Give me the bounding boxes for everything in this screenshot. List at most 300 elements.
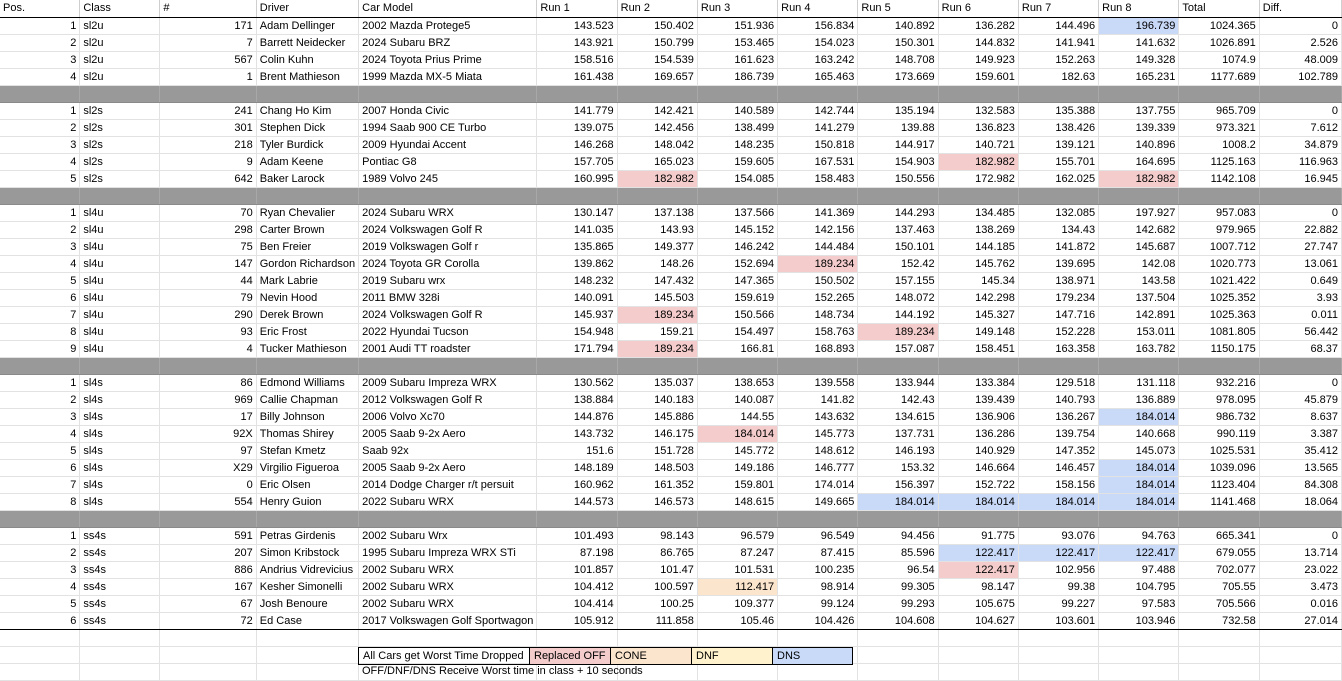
- run-7-cell[interactable]: 132.085: [1018, 204, 1098, 221]
- pos-cell[interactable]: 3: [0, 51, 80, 68]
- driver-cell[interactable]: Eric Olsen: [256, 476, 358, 493]
- run-6-cell[interactable]: 159.601: [938, 68, 1018, 85]
- empty-cell[interactable]: [1099, 663, 1179, 680]
- run-3-cell[interactable]: 140.589: [697, 102, 777, 119]
- column-header[interactable]: Run 7: [1018, 0, 1098, 17]
- run-5-cell[interactable]: 184.014: [858, 493, 938, 510]
- driver-cell[interactable]: Simon Kribstock: [256, 544, 358, 561]
- run-3-cell[interactable]: 154.085: [697, 170, 777, 187]
- pos-cell[interactable]: 2: [0, 119, 80, 136]
- separator-cell[interactable]: [617, 510, 697, 527]
- driver-cell[interactable]: Thomas Shirey: [256, 425, 358, 442]
- driver-cell[interactable]: Baker Larock: [256, 170, 358, 187]
- pos-cell[interactable]: 1: [0, 527, 80, 544]
- total-cell[interactable]: 1039.096: [1179, 459, 1259, 476]
- diff-cell[interactable]: 3.387: [1259, 425, 1341, 442]
- run-1-cell[interactable]: 160.995: [537, 170, 617, 187]
- run-7-cell[interactable]: 139.121: [1018, 136, 1098, 153]
- separator-cell[interactable]: [256, 357, 358, 374]
- legend-cone[interactable]: CONE: [611, 648, 692, 665]
- car-number-cell[interactable]: 92X: [160, 425, 256, 442]
- separator-cell[interactable]: [1099, 357, 1179, 374]
- run-3-cell[interactable]: 147.365: [697, 272, 777, 289]
- run-5-cell[interactable]: 153.32: [858, 459, 938, 476]
- diff-cell[interactable]: 27.014: [1259, 612, 1341, 629]
- run-8-cell[interactable]: 197.927: [1099, 204, 1179, 221]
- run-4-cell[interactable]: 141.279: [778, 119, 858, 136]
- separator-cell[interactable]: [1179, 510, 1259, 527]
- run-3-cell[interactable]: 152.694: [697, 255, 777, 272]
- diff-cell[interactable]: 0: [1259, 374, 1341, 391]
- separator-cell[interactable]: [938, 187, 1018, 204]
- run-5-cell[interactable]: 104.608: [858, 612, 938, 629]
- class-cell[interactable]: sl2u: [80, 34, 160, 51]
- column-header[interactable]: #: [160, 0, 256, 17]
- total-cell[interactable]: 1025.352: [1179, 289, 1259, 306]
- empty-cell[interactable]: [1259, 629, 1341, 646]
- run-8-cell[interactable]: 97.583: [1099, 595, 1179, 612]
- diff-cell[interactable]: 13.714: [1259, 544, 1341, 561]
- run-3-cell[interactable]: 154.497: [697, 323, 777, 340]
- car-model-cell[interactable]: 2009 Subaru Impreza WRX: [359, 374, 537, 391]
- run-1-cell[interactable]: 104.414: [537, 595, 617, 612]
- driver-cell[interactable]: Stephen Dick: [256, 119, 358, 136]
- run-7-cell[interactable]: 136.267: [1018, 408, 1098, 425]
- separator-cell[interactable]: [617, 187, 697, 204]
- separator-cell[interactable]: [0, 510, 80, 527]
- driver-cell[interactable]: Adam Keene: [256, 153, 358, 170]
- run-4-cell[interactable]: 104.426: [778, 612, 858, 629]
- car-model-cell[interactable]: 2005 Saab 9-2x Aero: [359, 459, 537, 476]
- run-3-cell[interactable]: 161.623: [697, 51, 777, 68]
- run-3-cell[interactable]: 137.566: [697, 204, 777, 221]
- run-8-cell[interactable]: 136.889: [1099, 391, 1179, 408]
- car-model-cell[interactable]: 2024 Volkswagen Golf R: [359, 306, 537, 323]
- empty-cell[interactable]: [1179, 646, 1259, 663]
- separator-cell[interactable]: [359, 357, 537, 374]
- run-5-cell[interactable]: 137.731: [858, 425, 938, 442]
- diff-cell[interactable]: 27.747: [1259, 238, 1341, 255]
- empty-cell[interactable]: [617, 629, 697, 646]
- run-8-cell[interactable]: 139.339: [1099, 119, 1179, 136]
- car-model-cell[interactable]: 2017 Volkswagen Golf Sportwagon: [359, 612, 537, 629]
- run-2-cell[interactable]: 143.93: [617, 221, 697, 238]
- class-cell[interactable]: sl4s: [80, 391, 160, 408]
- empty-cell[interactable]: [256, 629, 358, 646]
- car-model-cell[interactable]: 2001 Audi TT roadster: [359, 340, 537, 357]
- separator-cell[interactable]: [80, 187, 160, 204]
- run-2-cell[interactable]: 100.597: [617, 578, 697, 595]
- car-model-cell[interactable]: 2022 Subaru WRX: [359, 493, 537, 510]
- car-number-cell[interactable]: 591: [160, 527, 256, 544]
- empty-cell[interactable]: [160, 629, 256, 646]
- diff-cell[interactable]: 116.963: [1259, 153, 1341, 170]
- separator-cell[interactable]: [359, 510, 537, 527]
- total-cell[interactable]: 1008.2: [1179, 136, 1259, 153]
- separator-cell[interactable]: [1179, 187, 1259, 204]
- diff-cell[interactable]: 34.879: [1259, 136, 1341, 153]
- run-1-cell[interactable]: 148.189: [537, 459, 617, 476]
- run-5-cell[interactable]: 144.917: [858, 136, 938, 153]
- run-3-cell[interactable]: 159.619: [697, 289, 777, 306]
- class-cell[interactable]: ss4s: [80, 612, 160, 629]
- separator-cell[interactable]: [778, 187, 858, 204]
- separator-cell[interactable]: [537, 187, 617, 204]
- run-5-cell[interactable]: 137.463: [858, 221, 938, 238]
- run-7-cell[interactable]: 162.025: [1018, 170, 1098, 187]
- run-3-cell[interactable]: 151.936: [697, 17, 777, 34]
- run-2-cell[interactable]: 111.858: [617, 612, 697, 629]
- car-model-cell[interactable]: Saab 92x: [359, 442, 537, 459]
- run-4-cell[interactable]: 174.014: [778, 476, 858, 493]
- column-header[interactable]: Class: [80, 0, 160, 17]
- empty-cell[interactable]: [778, 663, 858, 680]
- car-model-cell[interactable]: 2002 Subaru WRX: [359, 561, 537, 578]
- run-6-cell[interactable]: 140.721: [938, 136, 1018, 153]
- run-3-cell[interactable]: 105.46: [697, 612, 777, 629]
- run-7-cell[interactable]: 138.971: [1018, 272, 1098, 289]
- separator-cell[interactable]: [359, 187, 537, 204]
- pos-cell[interactable]: 5: [0, 170, 80, 187]
- driver-cell[interactable]: Kesher Simonelli: [256, 578, 358, 595]
- empty-cell[interactable]: [1099, 629, 1179, 646]
- run-1-cell[interactable]: 143.523: [537, 17, 617, 34]
- run-8-cell[interactable]: 142.08: [1099, 255, 1179, 272]
- car-number-cell[interactable]: 554: [160, 493, 256, 510]
- run-6-cell[interactable]: 133.384: [938, 374, 1018, 391]
- run-3-cell[interactable]: 148.235: [697, 136, 777, 153]
- run-5-cell[interactable]: 148.072: [858, 289, 938, 306]
- pos-cell[interactable]: 1: [0, 17, 80, 34]
- total-cell[interactable]: 1007.712: [1179, 238, 1259, 255]
- run-6-cell[interactable]: 139.439: [938, 391, 1018, 408]
- run-2-cell[interactable]: 142.456: [617, 119, 697, 136]
- car-model-cell[interactable]: 2012 Volkswagen Golf R: [359, 391, 537, 408]
- legend-dns[interactable]: DNS: [773, 648, 853, 665]
- run-8-cell[interactable]: 153.011: [1099, 323, 1179, 340]
- class-cell[interactable]: sl4s: [80, 374, 160, 391]
- run-1-cell[interactable]: 146.268: [537, 136, 617, 153]
- total-cell[interactable]: 932.216: [1179, 374, 1259, 391]
- class-cell[interactable]: sl2s: [80, 102, 160, 119]
- car-number-cell[interactable]: 70: [160, 204, 256, 221]
- run-1-cell[interactable]: 139.862: [537, 255, 617, 272]
- driver-cell[interactable]: Virgilio Figueroa: [256, 459, 358, 476]
- class-cell[interactable]: sl4u: [80, 204, 160, 221]
- diff-cell[interactable]: 18.064: [1259, 493, 1341, 510]
- run-2-cell[interactable]: 135.037: [617, 374, 697, 391]
- car-model-cell[interactable]: 2009 Hyundai Accent: [359, 136, 537, 153]
- car-number-cell[interactable]: 44: [160, 272, 256, 289]
- separator-cell[interactable]: [80, 85, 160, 102]
- car-number-cell[interactable]: X29: [160, 459, 256, 476]
- separator-cell[interactable]: [697, 187, 777, 204]
- car-number-cell[interactable]: 171: [160, 17, 256, 34]
- run-1-cell[interactable]: 141.035: [537, 221, 617, 238]
- run-6-cell[interactable]: 184.014: [938, 493, 1018, 510]
- driver-cell[interactable]: Barrett Neidecker: [256, 34, 358, 51]
- total-cell[interactable]: 1025.363: [1179, 306, 1259, 323]
- pos-cell[interactable]: 5: [0, 272, 80, 289]
- run-4-cell[interactable]: 152.265: [778, 289, 858, 306]
- run-2-cell[interactable]: 189.234: [617, 340, 697, 357]
- run-5-cell[interactable]: 173.669: [858, 68, 938, 85]
- driver-cell[interactable]: Josh Benoure: [256, 595, 358, 612]
- run-1-cell[interactable]: 130.147: [537, 204, 617, 221]
- run-5-cell[interactable]: 150.556: [858, 170, 938, 187]
- run-5-cell[interactable]: 146.193: [858, 442, 938, 459]
- total-cell[interactable]: 979.965: [1179, 221, 1259, 238]
- run-5-cell[interactable]: 150.101: [858, 238, 938, 255]
- run-6-cell[interactable]: 182.982: [938, 153, 1018, 170]
- car-number-cell[interactable]: 147: [160, 255, 256, 272]
- run-4-cell[interactable]: 189.234: [778, 255, 858, 272]
- empty-cell[interactable]: [1259, 663, 1341, 680]
- run-5-cell[interactable]: 140.892: [858, 17, 938, 34]
- total-cell[interactable]: 1081.805: [1179, 323, 1259, 340]
- run-1-cell[interactable]: 87.198: [537, 544, 617, 561]
- pos-cell[interactable]: 6: [0, 459, 80, 476]
- run-6-cell[interactable]: 142.298: [938, 289, 1018, 306]
- run-6-cell[interactable]: 149.148: [938, 323, 1018, 340]
- pos-cell[interactable]: 1: [0, 102, 80, 119]
- run-8-cell[interactable]: 184.014: [1099, 459, 1179, 476]
- column-header[interactable]: Run 8: [1099, 0, 1179, 17]
- total-cell[interactable]: 1020.773: [1179, 255, 1259, 272]
- total-cell[interactable]: 1177.689: [1179, 68, 1259, 85]
- class-cell[interactable]: ss4s: [80, 544, 160, 561]
- run-7-cell[interactable]: 99.38: [1018, 578, 1098, 595]
- separator-cell[interactable]: [858, 187, 938, 204]
- run-1-cell[interactable]: 135.865: [537, 238, 617, 255]
- diff-cell[interactable]: 56.442: [1259, 323, 1341, 340]
- total-cell[interactable]: 665.341: [1179, 527, 1259, 544]
- empty-cell[interactable]: [858, 646, 938, 663]
- empty-cell[interactable]: [160, 646, 256, 663]
- separator-cell[interactable]: [617, 357, 697, 374]
- diff-cell[interactable]: 16.945: [1259, 170, 1341, 187]
- separator-cell[interactable]: [1099, 85, 1179, 102]
- run-3-cell[interactable]: 138.499: [697, 119, 777, 136]
- car-number-cell[interactable]: 97: [160, 442, 256, 459]
- run-7-cell[interactable]: 147.716: [1018, 306, 1098, 323]
- separator-cell[interactable]: [778, 510, 858, 527]
- separator-cell[interactable]: [938, 357, 1018, 374]
- pos-cell[interactable]: 5: [0, 595, 80, 612]
- run-6-cell[interactable]: 105.675: [938, 595, 1018, 612]
- run-2-cell[interactable]: 159.21: [617, 323, 697, 340]
- separator-cell[interactable]: [1259, 357, 1341, 374]
- total-cell[interactable]: 965.709: [1179, 102, 1259, 119]
- empty-cell[interactable]: [1259, 646, 1341, 663]
- run-8-cell[interactable]: 182.982: [1099, 170, 1179, 187]
- column-header[interactable]: Car Model: [359, 0, 537, 17]
- run-5-cell[interactable]: 154.903: [858, 153, 938, 170]
- class-cell[interactable]: sl4u: [80, 340, 160, 357]
- diff-cell[interactable]: 84.308: [1259, 476, 1341, 493]
- column-header[interactable]: Run 5: [858, 0, 938, 17]
- driver-cell[interactable]: Stefan Kmetz: [256, 442, 358, 459]
- empty-cell[interactable]: [160, 663, 256, 680]
- separator-cell[interactable]: [697, 85, 777, 102]
- run-7-cell[interactable]: 152.263: [1018, 51, 1098, 68]
- car-number-cell[interactable]: 75: [160, 238, 256, 255]
- total-cell[interactable]: 705.566: [1179, 595, 1259, 612]
- separator-cell[interactable]: [1179, 85, 1259, 102]
- empty-cell[interactable]: [938, 629, 1018, 646]
- column-header[interactable]: Run 6: [938, 0, 1018, 17]
- total-cell[interactable]: 1123.404: [1179, 476, 1259, 493]
- empty-cell[interactable]: [697, 629, 777, 646]
- run-5-cell[interactable]: 152.42: [858, 255, 938, 272]
- run-7-cell[interactable]: 135.388: [1018, 102, 1098, 119]
- run-5-cell[interactable]: 134.615: [858, 408, 938, 425]
- separator-cell[interactable]: [256, 510, 358, 527]
- run-4-cell[interactable]: 145.773: [778, 425, 858, 442]
- empty-cell[interactable]: [1018, 646, 1098, 663]
- car-model-cell[interactable]: 2024 Subaru WRX: [359, 204, 537, 221]
- run-1-cell[interactable]: 154.948: [537, 323, 617, 340]
- separator-cell[interactable]: [778, 357, 858, 374]
- run-7-cell[interactable]: 147.352: [1018, 442, 1098, 459]
- run-4-cell[interactable]: 139.558: [778, 374, 858, 391]
- run-7-cell[interactable]: 182.63: [1018, 68, 1098, 85]
- total-cell[interactable]: 1141.468: [1179, 493, 1259, 510]
- separator-cell[interactable]: [359, 85, 537, 102]
- run-4-cell[interactable]: 96.549: [778, 527, 858, 544]
- car-number-cell[interactable]: 218: [160, 136, 256, 153]
- run-6-cell[interactable]: 98.147: [938, 578, 1018, 595]
- run-5-cell[interactable]: 139.88: [858, 119, 938, 136]
- driver-cell[interactable]: Petras Girdenis: [256, 527, 358, 544]
- pos-cell[interactable]: 1: [0, 374, 80, 391]
- run-2-cell[interactable]: 142.421: [617, 102, 697, 119]
- pos-cell[interactable]: 4: [0, 68, 80, 85]
- run-8-cell[interactable]: 97.488: [1099, 561, 1179, 578]
- empty-cell[interactable]: [256, 663, 358, 680]
- separator-cell[interactable]: [537, 357, 617, 374]
- pos-cell[interactable]: 4: [0, 153, 80, 170]
- run-1-cell[interactable]: 143.732: [537, 425, 617, 442]
- pos-cell[interactable]: 2: [0, 221, 80, 238]
- diff-cell[interactable]: 0.016: [1259, 595, 1341, 612]
- total-cell[interactable]: 1024.365: [1179, 17, 1259, 34]
- pos-cell[interactable]: 8: [0, 493, 80, 510]
- separator-cell[interactable]: [256, 187, 358, 204]
- separator-cell[interactable]: [0, 85, 80, 102]
- separator-cell[interactable]: [80, 357, 160, 374]
- car-model-cell[interactable]: 1994 Saab 900 CE Turbo: [359, 119, 537, 136]
- run-4-cell[interactable]: 100.235: [778, 561, 858, 578]
- run-7-cell[interactable]: 139.695: [1018, 255, 1098, 272]
- driver-cell[interactable]: Derek Brown: [256, 306, 358, 323]
- run-4-cell[interactable]: 146.777: [778, 459, 858, 476]
- column-header[interactable]: Diff.: [1259, 0, 1341, 17]
- class-cell[interactable]: sl4u: [80, 289, 160, 306]
- class-cell[interactable]: sl4s: [80, 408, 160, 425]
- run-1-cell[interactable]: 160.962: [537, 476, 617, 493]
- empty-cell[interactable]: [1179, 629, 1259, 646]
- car-number-cell[interactable]: 9: [160, 153, 256, 170]
- column-header[interactable]: Run 4: [778, 0, 858, 17]
- pos-cell[interactable]: 4: [0, 425, 80, 442]
- pos-cell[interactable]: 2: [0, 391, 80, 408]
- run-8-cell[interactable]: 122.417: [1099, 544, 1179, 561]
- run-6-cell[interactable]: 132.583: [938, 102, 1018, 119]
- car-number-cell[interactable]: 298: [160, 221, 256, 238]
- pos-cell[interactable]: 4: [0, 578, 80, 595]
- run-8-cell[interactable]: 184.014: [1099, 493, 1179, 510]
- empty-cell[interactable]: [938, 646, 1018, 663]
- separator-cell[interactable]: [1179, 357, 1259, 374]
- run-2-cell[interactable]: 145.886: [617, 408, 697, 425]
- separator-cell[interactable]: [617, 85, 697, 102]
- column-header[interactable]: Total: [1179, 0, 1259, 17]
- run-6-cell[interactable]: 144.185: [938, 238, 1018, 255]
- total-cell[interactable]: 705.55: [1179, 578, 1259, 595]
- class-cell[interactable]: sl4u: [80, 221, 160, 238]
- total-cell[interactable]: 1025.531: [1179, 442, 1259, 459]
- class-cell[interactable]: sl2s: [80, 136, 160, 153]
- run-1-cell[interactable]: 144.876: [537, 408, 617, 425]
- run-6-cell[interactable]: 136.286: [938, 425, 1018, 442]
- pos-cell[interactable]: 7: [0, 476, 80, 493]
- empty-cell[interactable]: [0, 629, 80, 646]
- run-5-cell[interactable]: 99.305: [858, 578, 938, 595]
- run-8-cell[interactable]: 137.504: [1099, 289, 1179, 306]
- diff-cell[interactable]: 2.526: [1259, 34, 1341, 51]
- run-4-cell[interactable]: 150.502: [778, 272, 858, 289]
- car-number-cell[interactable]: 79: [160, 289, 256, 306]
- run-6-cell[interactable]: 158.451: [938, 340, 1018, 357]
- class-cell[interactable]: sl2s: [80, 170, 160, 187]
- run-7-cell[interactable]: 158.156: [1018, 476, 1098, 493]
- run-4-cell[interactable]: 87.415: [778, 544, 858, 561]
- diff-cell[interactable]: 13.061: [1259, 255, 1341, 272]
- diff-cell[interactable]: 3.473: [1259, 578, 1341, 595]
- run-3-cell[interactable]: 144.55: [697, 408, 777, 425]
- pos-cell[interactable]: 2: [0, 544, 80, 561]
- separator-cell[interactable]: [697, 357, 777, 374]
- run-5-cell[interactable]: 157.155: [858, 272, 938, 289]
- run-4-cell[interactable]: 148.734: [778, 306, 858, 323]
- run-5-cell[interactable]: 150.301: [858, 34, 938, 51]
- run-7-cell[interactable]: 129.518: [1018, 374, 1098, 391]
- run-5-cell[interactable]: 157.087: [858, 340, 938, 357]
- run-4-cell[interactable]: 142.156: [778, 221, 858, 238]
- pos-cell[interactable]: 6: [0, 612, 80, 629]
- separator-cell[interactable]: [858, 85, 938, 102]
- run-4-cell[interactable]: 156.834: [778, 17, 858, 34]
- empty-cell[interactable]: [256, 646, 358, 663]
- run-1-cell[interactable]: 101.857: [537, 561, 617, 578]
- diff-cell[interactable]: 0.011: [1259, 306, 1341, 323]
- run-5-cell[interactable]: 144.293: [858, 204, 938, 221]
- total-cell[interactable]: 1026.891: [1179, 34, 1259, 51]
- run-6-cell[interactable]: 152.722: [938, 476, 1018, 493]
- separator-cell[interactable]: [160, 187, 256, 204]
- separator-cell[interactable]: [858, 510, 938, 527]
- empty-cell[interactable]: [858, 629, 938, 646]
- run-7-cell[interactable]: 163.358: [1018, 340, 1098, 357]
- driver-cell[interactable]: Tyler Burdick: [256, 136, 358, 153]
- run-5-cell[interactable]: 144.192: [858, 306, 938, 323]
- driver-cell[interactable]: Mark Labrie: [256, 272, 358, 289]
- car-model-cell[interactable]: 2002 Subaru WRX: [359, 578, 537, 595]
- run-6-cell[interactable]: 91.775: [938, 527, 1018, 544]
- separator-cell[interactable]: [160, 85, 256, 102]
- run-8-cell[interactable]: 184.014: [1099, 408, 1179, 425]
